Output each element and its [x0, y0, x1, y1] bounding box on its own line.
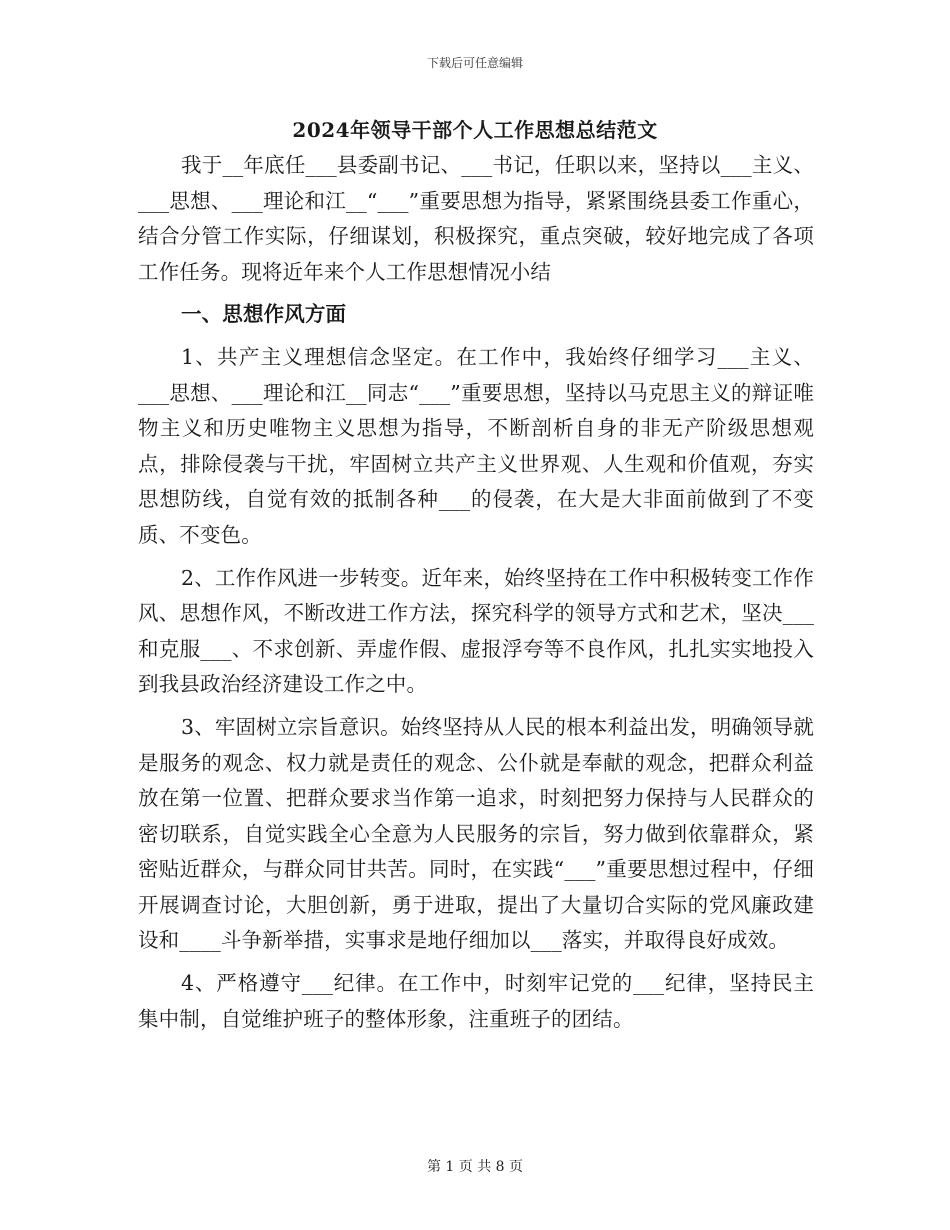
item-paragraph-2: 2、工作作风进一步转变。近年来，始终坚持在工作中积极转变工作作风、思想作风，不断改进工作方法，探究科学的领导方式和艺术，坚决___和克服___、不求创新、弄虚作假、虚报浮夸等不良作风，扎扎实实地投入到我县政治经济建设工作之中。 [138, 565, 814, 697]
document-title: 2024年领导干部个人工作思想总结范文 [292, 118, 658, 142]
document-body [138, 148, 814, 1037]
header-note: 下载后可任意编辑 [426, 56, 523, 70]
section-heading: 一、思想作风方面 [181, 302, 347, 327]
page-number-footer: 第 1 页 共 8 页 [426, 1159, 524, 1175]
item-paragraph-3: 3、牢固树立宗旨意识。始终坚持从人民的根本利益出发，明确领导就是服务的观念、权力就是责任的观念、公仆就是奉献的观念，把群众利益放在第一位置、把群众要求当作第一追求，时刻把努力保持与人民群众的密切联系，自觉实践全心全意为人民服务的宗旨，努力做到依靠群众，紧密贴近群众，与群众同甘共苦。同时，在实践“___”重要思想过程中，仔细开展调查讨论，大胆创新，勇于进取，提出了大量切合实际的党风廉政建设和____斗争新举措，实事求是地仔细加以___落实，并取得良好成效。 [138, 714, 814, 953]
item-paragraph-4: 4、严格遵守___纪律。在工作中，时刻牢记党的___纪律，坚持民主集中制，自觉维护班子的整体形象，注重班子的团结。 [138, 971, 814, 1031]
intro-paragraph: 我于__年底任___县委副书记、___书记，任职以来，坚持以___主义、___思想、___理论和江__“___”重要思想为指导，紧紧围绕县委工作重心，结合分管工作实际，仔细谋划，积极探究，重点突破，较好地完成了各项工作任务。现将近年来个人工作思想情况小结 [138, 153, 814, 284]
item-paragraph-1: 1、共产主义理想信念坚定。在工作中，我始终仔细学习___主义、___思想、___理论和江__同志“___”重要思想，坚持以马克思主义的辩证唯物主义和历史唯物主义思想为指导，不断剖析自身的非无产阶级思想观点，排除侵袭与干扰，牢固树立共产主义世界观、人生观和价值观，夯实思想防线，自觉有效的抵制各种___的侵袭，在大是大非面前做到了不变质、不变色。 [138, 344, 814, 547]
